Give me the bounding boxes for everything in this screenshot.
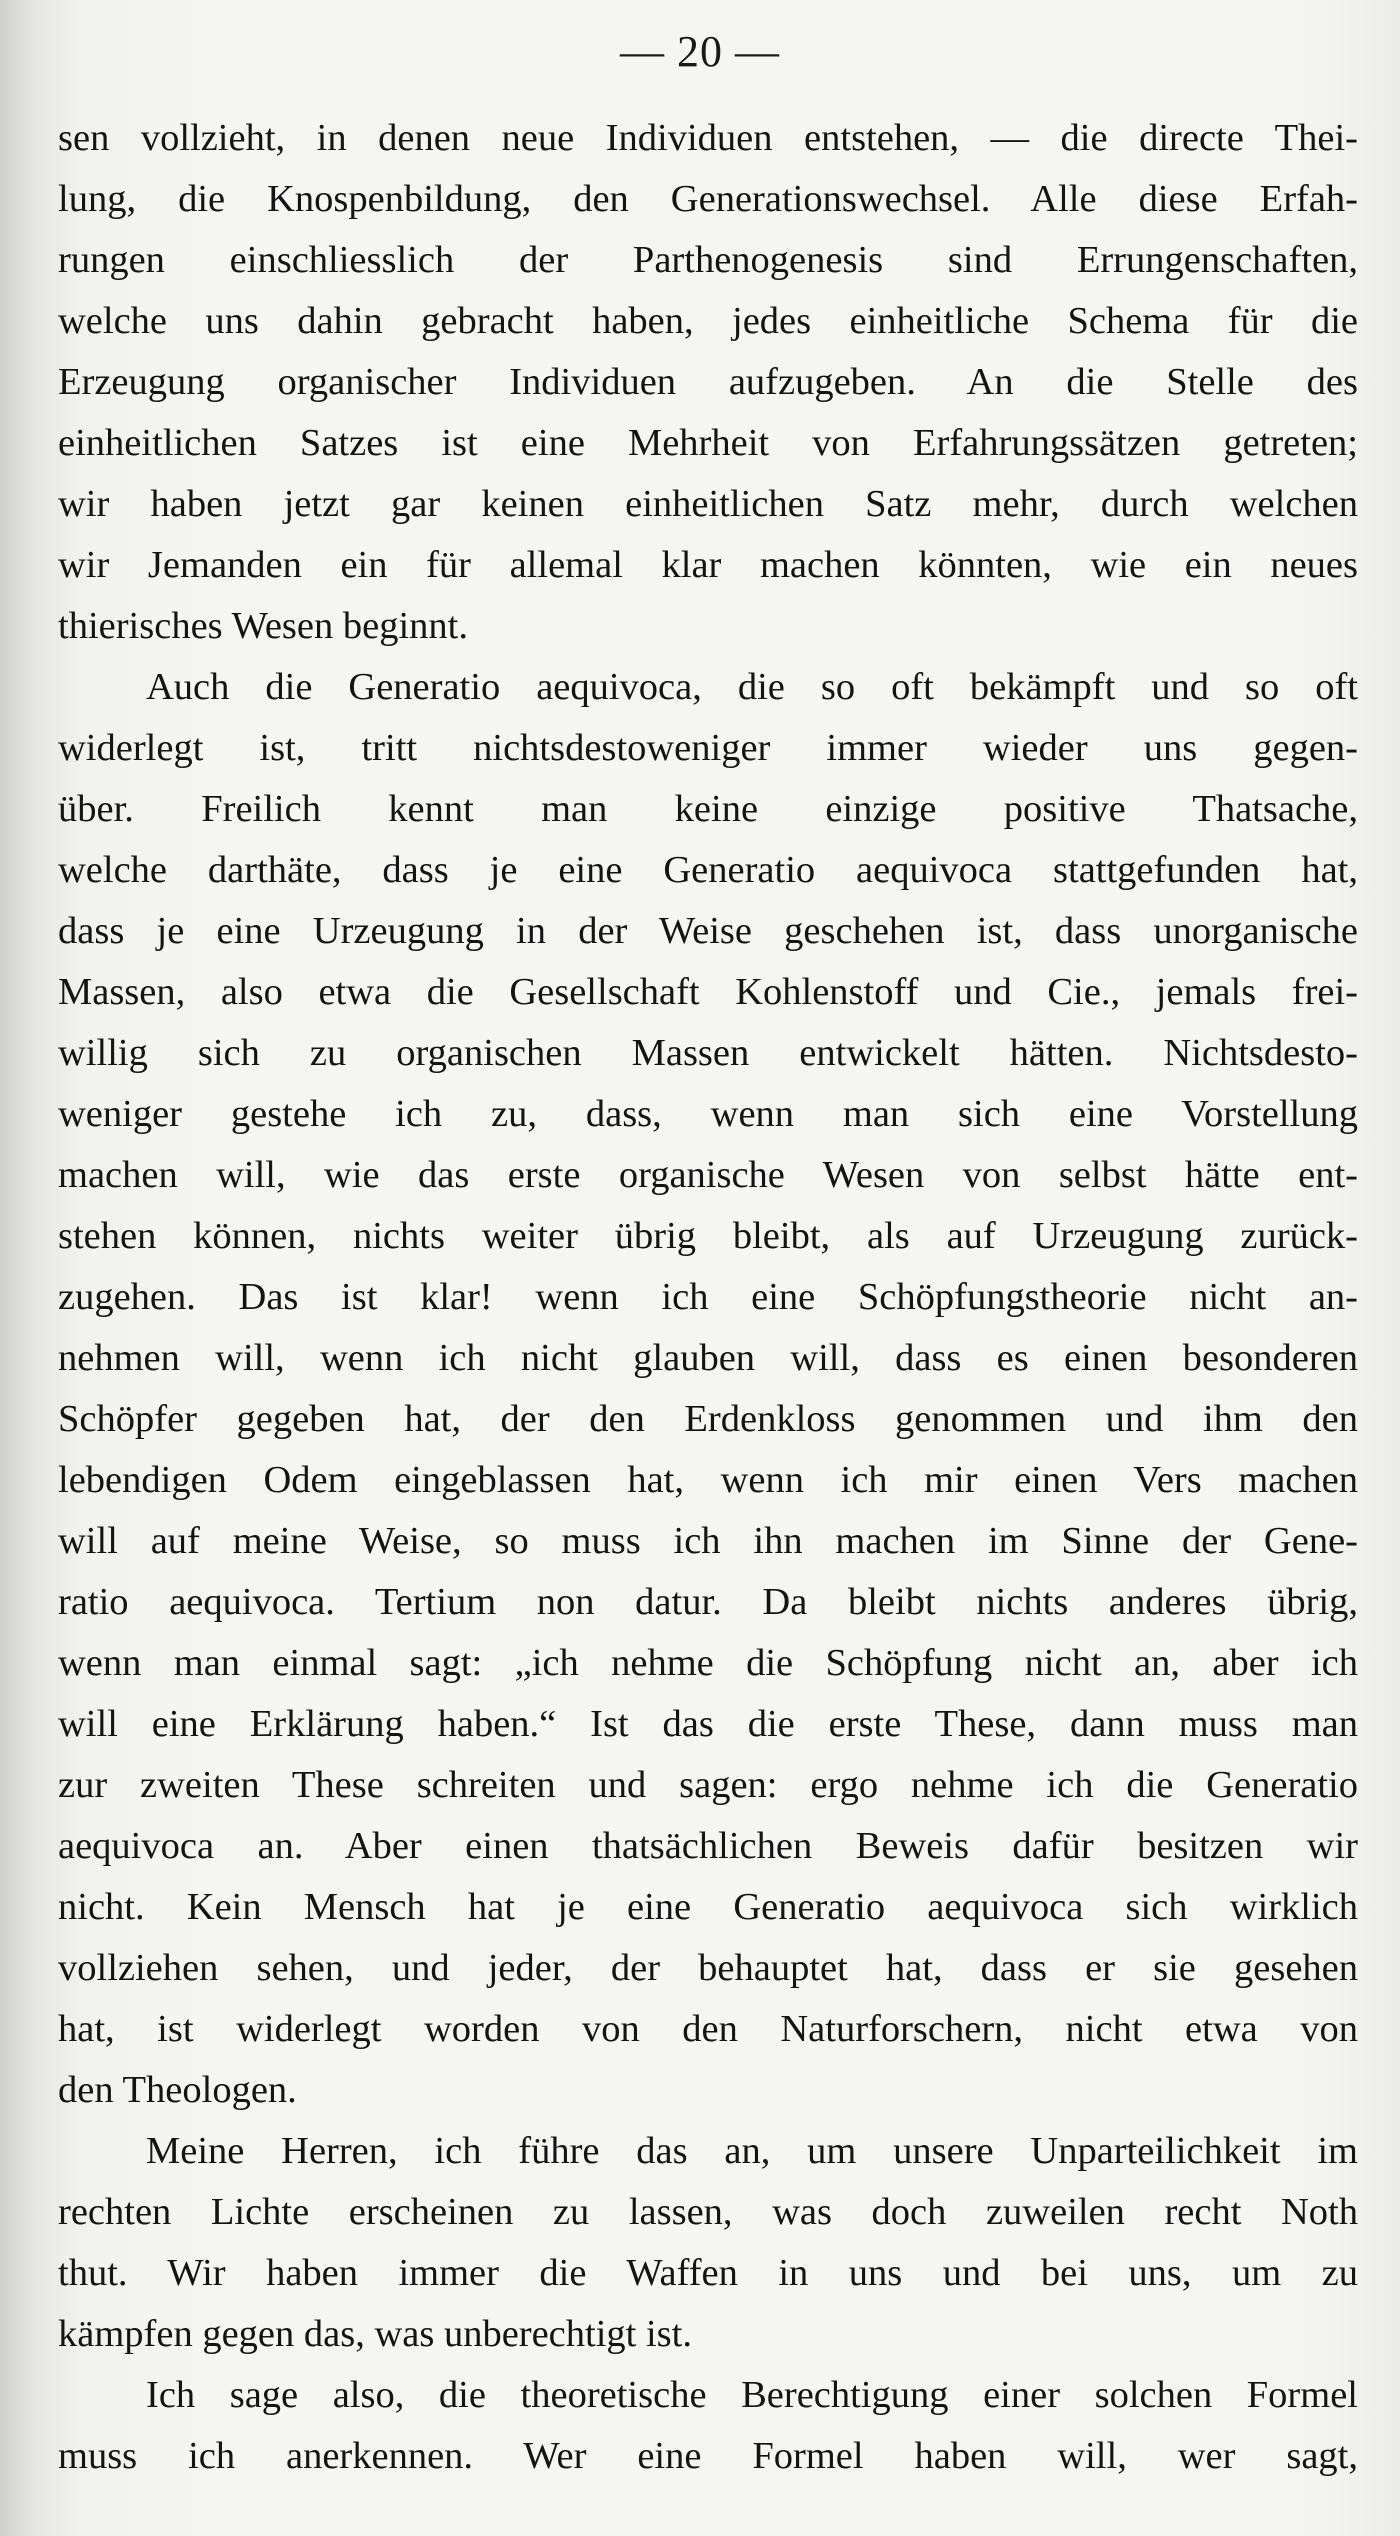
text-line: lebendigen Odem eingeblassen hat, wenn ich mir einen Vers machen bbox=[58, 1459, 1358, 1501]
text-line: will auf meine Weise, so muss ich ihn machen im Sinne der Gene- bbox=[58, 1520, 1358, 1562]
text-line: machen will, wie das erste organische Wesen von selbst hätte ent- bbox=[58, 1154, 1358, 1196]
text-line: ratio aequivoca. Tertium non datur. Da bleibt nichts anderes übrig, bbox=[58, 1581, 1358, 1623]
text-line: welche darthäte, dass je eine Generatio aequivoca stattgefunden hat, bbox=[58, 849, 1358, 891]
text-line: wir haben jetzt gar keinen einheitlichen Satz mehr, durch welchen bbox=[58, 483, 1358, 525]
text-line: willig sich zu organischen Massen entwickelt hätten. Nichtsdesto- bbox=[58, 1032, 1358, 1074]
text-line: weniger gestehe ich zu, dass, wenn man sich eine Vorstellung bbox=[58, 1093, 1358, 1135]
text-line: will eine Erklärung haben.“ Ist das die erste These, dann muss man bbox=[58, 1703, 1358, 1745]
text-line: wir Jemanden ein für allemal klar machen könnten, wie ein neues bbox=[58, 544, 1358, 586]
text-line: zur zweiten These schreiten und sagen: ergo nehme ich die Generatio bbox=[58, 1764, 1358, 1806]
text-line: Meine Herren, ich führe das an, um unsere Unparteilichkeit im bbox=[146, 2130, 1358, 2172]
text-line: thierisches Wesen beginnt. bbox=[58, 605, 468, 647]
text-line: stehen können, nichts weiter übrig bleibt, als auf Urzeugung zurück- bbox=[58, 1215, 1358, 1257]
text-line: kämpfen gegen das, was unberechtigt ist. bbox=[58, 2313, 692, 2355]
text-line: welche uns dahin gebracht haben, jedes einheitliche Schema für die bbox=[58, 300, 1358, 342]
text-line: nicht. Kein Mensch hat je eine Generatio aequivoca sich wirklich bbox=[58, 1886, 1358, 1928]
text-line: rungen einschliesslich der Parthenogenesis sind Errungenschaften, bbox=[58, 239, 1358, 281]
page-number: — 20 — bbox=[620, 27, 780, 76]
text-line: Schöpfer gegeben hat, der den Erdenkloss genommen und ihm den bbox=[58, 1398, 1358, 1440]
text-line: lung, die Knospenbildung, den Generationswechsel. Alle diese Erfah- bbox=[58, 178, 1358, 220]
text-line: rechten Lichte erscheinen zu lassen, was doch zuweilen recht Noth bbox=[58, 2191, 1358, 2233]
text-line: den Theologen. bbox=[58, 2069, 297, 2111]
text-line: aequivoca an. Aber einen thatsächlichen Beweis dafür besitzen wir bbox=[58, 1825, 1358, 1867]
text-line: vollziehen sehen, und jeder, der behauptet hat, dass er sie gesehen bbox=[58, 1947, 1358, 1989]
text-line: hat, ist widerlegt worden von den Naturforschern, nicht etwa von bbox=[58, 2008, 1358, 2050]
text-line: sen vollzieht, in denen neue Individuen entstehen, — die directe Thei- bbox=[58, 117, 1358, 159]
text-line: Massen, also etwa die Gesellschaft Kohlenstoff und Cie., jemals frei- bbox=[58, 971, 1358, 1013]
body-text bbox=[58, 108, 1358, 2487]
text-line: über. Freilich kennt man keine einzige positive Thatsache, bbox=[58, 788, 1358, 830]
text-line: wenn man einmal sagt: „ich nehme die Schöpfung nicht an, aber ich bbox=[58, 1642, 1358, 1684]
text-line: Auch die Generatio aequivoca, die so oft bekämpft und so oft bbox=[146, 666, 1358, 708]
text-line: Erzeugung organischer Individuen aufzugeben. An die Stelle des bbox=[58, 361, 1358, 403]
text-line: Ich sage also, die theoretische Berechtigung einer solchen Formel bbox=[146, 2374, 1358, 2416]
text-line: nehmen will, wenn ich nicht glauben will, dass es einen besonderen bbox=[58, 1337, 1358, 1379]
text-line: einheitlichen Satzes ist eine Mehrheit von Erfahrungssätzen getreten; bbox=[58, 422, 1358, 464]
text-line: zugehen. Das ist klar! wenn ich eine Schöpfungstheorie nicht an- bbox=[58, 1276, 1358, 1318]
text-line: widerlegt ist, tritt nichtsdestoweniger immer wieder uns gegen- bbox=[58, 727, 1358, 769]
text-line: dass je eine Urzeugung in der Weise geschehen ist, dass unorganische bbox=[58, 910, 1358, 952]
text-line: muss ich anerkennen. Wer eine Formel haben will, wer sagt, bbox=[58, 2435, 1358, 2477]
text-line: thut. Wir haben immer die Waffen in uns und bei uns, um zu bbox=[58, 2252, 1358, 2294]
